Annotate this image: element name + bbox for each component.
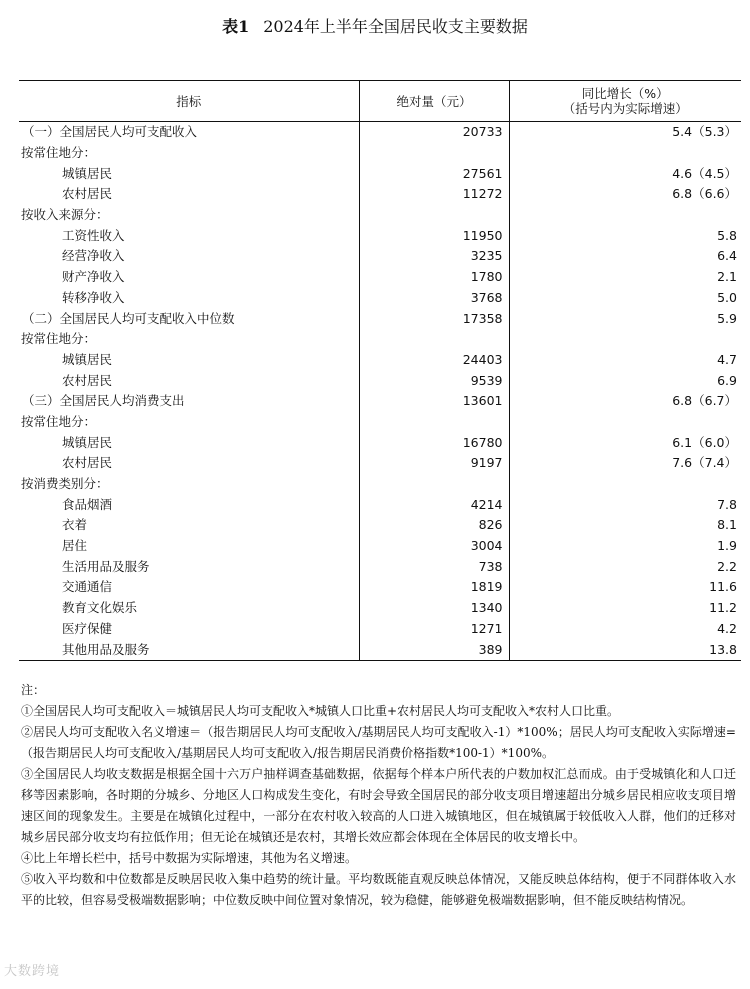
row-label: 教育文化娱乐 xyxy=(62,600,138,616)
row-growth-value: 8.1 xyxy=(509,515,741,536)
table-row xyxy=(19,308,741,329)
data-table xyxy=(19,80,741,661)
table-body xyxy=(19,122,741,661)
table-row xyxy=(19,556,741,577)
table-row xyxy=(19,474,741,495)
row-label: 农村居民 xyxy=(62,186,113,202)
row-absolute-value xyxy=(359,474,509,495)
row-absolute-value: 4214 xyxy=(359,494,509,515)
row-label: 城镇居民 xyxy=(62,351,113,367)
row-growth-value: 13.8 xyxy=(509,639,741,660)
row-absolute-value: 3768 xyxy=(359,288,509,309)
table-row xyxy=(19,205,741,226)
row-label: 按收入来源分： xyxy=(21,207,109,223)
header-indicator: 指标 xyxy=(19,81,359,122)
table-row xyxy=(19,536,741,557)
row-absolute-value: 24403 xyxy=(359,350,509,371)
table-row xyxy=(19,494,741,515)
row-absolute-value: 1271 xyxy=(359,619,509,640)
table-row xyxy=(19,412,741,433)
row-absolute-value: 389 xyxy=(359,639,509,660)
row-label: 农村居民 xyxy=(62,455,113,471)
notes-list xyxy=(21,701,736,911)
row-growth-value: 6.1（6.0） xyxy=(509,432,741,453)
row-growth-value: 7.6（7.4） xyxy=(509,453,741,474)
row-label: 城镇居民 xyxy=(62,165,113,181)
row-absolute-value xyxy=(359,143,509,164)
row-absolute-value: 11272 xyxy=(359,184,509,205)
header-row xyxy=(19,81,741,122)
row-label: 按常住地分： xyxy=(21,145,97,161)
row-absolute-value: 1340 xyxy=(359,598,509,619)
note-item: ②居民人均可支配收入名义增速＝（报告期居民人均可支配收入/基期居民人均可支配收入-1）*100%；居民人均可支配收入实际增速=（报告期居民人均可支配收入/基期居民人均可支配收入/报告期居民消费价格指数*100-1）*100%。 xyxy=(21,725,736,760)
row-label: 按常住地分： xyxy=(21,413,97,429)
row-growth-value xyxy=(509,329,741,350)
row-absolute-value: 20733 xyxy=(359,122,509,143)
table-row xyxy=(19,577,741,598)
row-label: 按常住地分： xyxy=(21,331,97,347)
row-label: 交通通信 xyxy=(62,579,113,595)
table-row xyxy=(19,350,741,371)
table-row xyxy=(19,122,741,143)
row-growth-value: 5.0 xyxy=(509,288,741,309)
row-absolute-value: 16780 xyxy=(359,432,509,453)
row-growth-value xyxy=(509,143,741,164)
table-row xyxy=(19,329,741,350)
table-row xyxy=(19,143,741,164)
row-absolute-value xyxy=(359,412,509,433)
row-absolute-value: 9197 xyxy=(359,453,509,474)
note-item: ③全国居民人均收支数据是根据全国十六万户抽样调查基础数据，依据每个样本户所代表的户数加权汇总而成。由于受城镇化和人口迁移等因素影响，各时期的分城乡、分地区人口构成发生变化，有时会导致全国居民的部分收支项目增速超出分城乡居民相应收支项目增速区间的现象发生。主要是在城镇化过程中，一部分在农村收入较高的人口进入城镇地区，但在城镇属于较低收入人群，他们的迁移对城乡居民部分收支均有拉低作用；但无论在城镇还是农村，其增长效应都会体现在全体居民的收支增长中。 xyxy=(21,767,736,844)
table-row xyxy=(19,225,741,246)
row-growth-value: 6.8（6.7） xyxy=(509,391,741,412)
row-label: 医疗保健 xyxy=(62,620,113,636)
row-absolute-value: 27561 xyxy=(359,163,509,184)
row-label: 工资性收入 xyxy=(62,227,125,243)
row-growth-value xyxy=(509,474,741,495)
row-label: 城镇居民 xyxy=(62,434,113,450)
watermark: 大数跨境 xyxy=(4,964,61,979)
row-growth-value: 2.2 xyxy=(509,556,741,577)
row-label: （二）全国居民人均可支配收入中位数 xyxy=(22,310,235,326)
table-row xyxy=(19,598,741,619)
row-absolute-value: 11950 xyxy=(359,225,509,246)
row-label: 经营净收入 xyxy=(62,248,125,264)
row-label: 财产净收入 xyxy=(62,269,125,285)
table-row xyxy=(19,163,741,184)
header-absolute: 绝对量（元） xyxy=(359,81,509,122)
row-growth-value: 6.8（6.6） xyxy=(509,184,741,205)
row-growth-value: 6.9 xyxy=(509,370,741,391)
row-absolute-value: 1819 xyxy=(359,577,509,598)
row-label: （一）全国居民人均可支配收入 xyxy=(22,124,198,140)
row-growth-value: 5.9 xyxy=(509,308,741,329)
row-growth-value: 1.9 xyxy=(509,536,741,557)
row-absolute-value: 826 xyxy=(359,515,509,536)
row-growth-value xyxy=(509,412,741,433)
row-growth-value: 11.2 xyxy=(509,598,741,619)
row-absolute-value: 1780 xyxy=(359,267,509,288)
row-growth-value: 4.2 xyxy=(509,619,741,640)
table-row xyxy=(19,391,741,412)
note-item: ④比上年增长栏中，括号中数据为实际增速，其他为名义增速。 xyxy=(21,851,358,865)
header-growth xyxy=(509,81,741,122)
row-growth-value: 2.1 xyxy=(509,267,741,288)
row-absolute-value: 3235 xyxy=(359,246,509,267)
row-label: 农村居民 xyxy=(62,372,113,388)
row-growth-value: 11.6 xyxy=(509,577,741,598)
table-row xyxy=(19,184,741,205)
row-absolute-value: 3004 xyxy=(359,536,509,557)
table-number: 表1 xyxy=(222,17,250,36)
row-label: 转移净收入 xyxy=(62,289,125,305)
row-absolute-value xyxy=(359,205,509,226)
header-growth-line2: （括号内为实际增速） xyxy=(562,101,688,116)
table-row xyxy=(19,267,741,288)
table-row xyxy=(19,453,741,474)
table-row xyxy=(19,432,741,453)
row-growth-value: 5.4（5.3） xyxy=(509,122,741,143)
row-label: 按消费类别分： xyxy=(21,476,109,492)
table-title-text: 2024年上半年全国居民收支主要数据 xyxy=(263,17,528,36)
row-absolute-value xyxy=(359,329,509,350)
notes xyxy=(21,680,736,911)
table-row xyxy=(19,619,741,640)
row-label: 衣着 xyxy=(62,517,88,533)
row-label: 生活用品及服务 xyxy=(62,558,150,574)
row-growth-value xyxy=(509,205,741,226)
header-growth-line1: 同比增长（%） xyxy=(581,86,669,101)
row-absolute-value: 738 xyxy=(359,556,509,577)
table-row xyxy=(19,515,741,536)
note-item: ①全国居民人均可支配收入＝城镇居民人均可支配收入*城镇人口比重+农村居民人均可支配收入*农村人口比重。 xyxy=(21,704,620,718)
table-row xyxy=(19,288,741,309)
note-item: ⑤收入平均数和中位数都是反映居民收入集中趋势的统计量。平均数既能直观反映总体情况，又能反映总体结构，便于不同群体收入水平的比较，但容易受极端数据影响；中位数反映中间位置对象情况，较为稳健，能够避免极端数据影响，但不能反映结构情况。 xyxy=(21,872,736,907)
row-growth-value: 6.4 xyxy=(509,246,741,267)
notes-heading: 注： xyxy=(21,683,46,697)
row-growth-value: 4.7 xyxy=(509,350,741,371)
row-label: 居住 xyxy=(62,538,88,554)
row-growth-value: 5.8 xyxy=(509,225,741,246)
row-growth-value: 4.6（4.5） xyxy=(509,163,741,184)
row-absolute-value: 9539 xyxy=(359,370,509,391)
row-absolute-value: 17358 xyxy=(359,308,509,329)
table-row xyxy=(19,370,741,391)
row-label: 其他用品及服务 xyxy=(19,639,359,660)
table-row xyxy=(19,639,741,660)
row-label: 食品烟酒 xyxy=(62,496,113,512)
row-label: （三）全国居民人均消费支出 xyxy=(22,393,185,409)
table-row xyxy=(19,246,741,267)
row-growth-value: 7.8 xyxy=(509,494,741,515)
table-title xyxy=(0,14,750,37)
row-absolute-value: 13601 xyxy=(359,391,509,412)
